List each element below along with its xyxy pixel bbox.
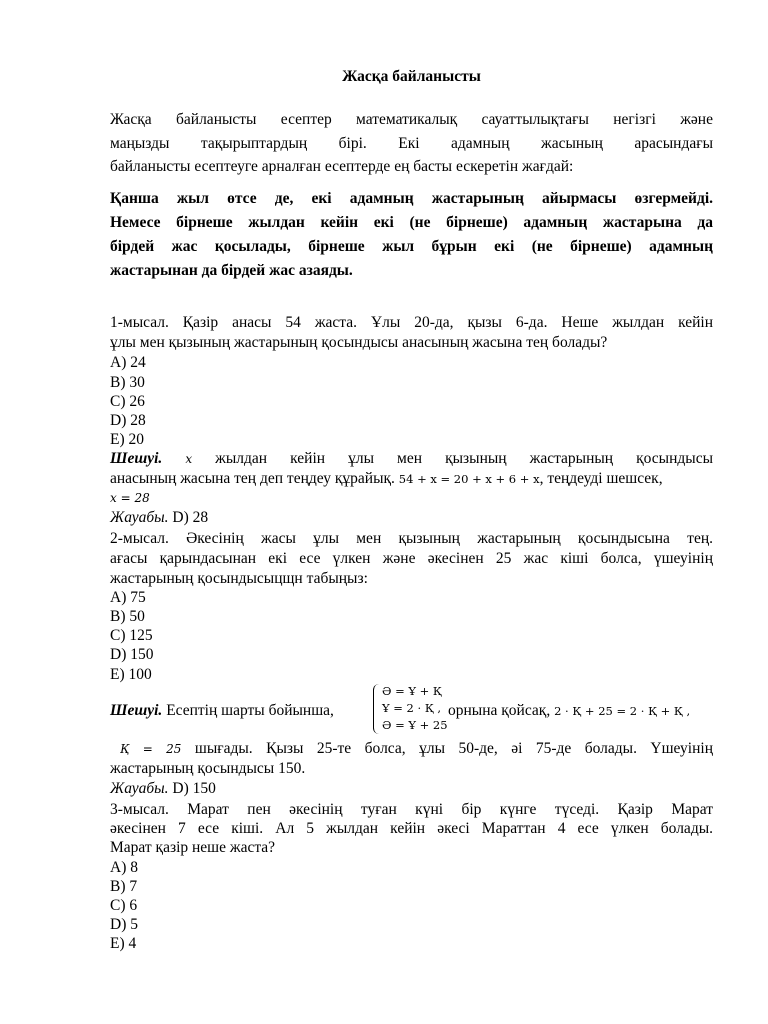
ex1-solution-text-2a: анасының жасына тең деп теңдеу құрайық.: [110, 470, 395, 487]
ex2-option-a: A) 75: [110, 589, 146, 606]
ex2-option-b: B) 50: [110, 608, 145, 625]
ex1-solution-equation: 54 + x = 20 + x + 6 + x: [398, 472, 540, 486]
ex2-answer-value: D) 150: [168, 780, 216, 797]
ex3-question-line-2: әкесінен 7 есе кіші. Ал 5 жылдан кейін әкесі Мараттан 4 есе үлкен болады.: [110, 820, 713, 837]
ex2-solution-substitution: [448, 701, 713, 721]
ex1-solution-result: x = 28: [110, 491, 150, 505]
ex1-solution-line-1: [110, 449, 713, 469]
ex1-question-line-2: ұлы мен қызының жастарының қосындысы анасының жасына тең болады?: [110, 334, 608, 351]
ex3-question-line-1: 3-мысал. Марат пен әкесінің туған күні бір күнге түседі. Қазір Марат: [110, 801, 713, 818]
ex1-solution-text-2b: , теңдеуді шешсек,: [539, 470, 663, 487]
ex2-system-eq-2: Ұ = 2 · Қ ,: [382, 701, 442, 715]
ex1-option-d: D) 28: [110, 412, 146, 429]
ex3-option-a: A) 8: [110, 859, 138, 876]
ex1-answer-label: Жауабы.: [110, 509, 169, 526]
ex3-option-e: E) 4: [110, 935, 137, 952]
ex3-question-line-3: Марат қазір неше жаста?: [110, 839, 276, 856]
ex2-option-d: D) 150: [110, 646, 154, 663]
ex1-solution-line-2: [110, 469, 713, 489]
page-title: Жасқа байланысты: [342, 68, 481, 85]
rule-line-3: бірдей жас қосылады, бірнеше жыл бұрын екі (не бірнеше) адамның: [110, 238, 713, 255]
ex1-option-e: E) 20: [110, 431, 145, 448]
ex1-option-b: B) 30: [110, 374, 145, 391]
ex1-option-c: C) 26: [110, 393, 145, 410]
ex2-option-e: E) 100: [110, 666, 152, 683]
ex3-option-c: C) 6: [110, 897, 138, 914]
ex2-solution-intro: [110, 701, 334, 721]
ex2-solution-text-2: орнына қойсақ,: [448, 702, 551, 719]
ex1-solution-label: Шешуі.: [110, 450, 163, 467]
ex1-answer-value: D) 28: [168, 509, 209, 526]
ex2-answer: [110, 779, 713, 799]
intro-line-1: Жасқа байланысты есептер математикалық сауаттылықтағы негізгі және: [110, 111, 713, 128]
intro-line-3: байланысты есептеуге арналған есептерде ең басты ескеретін жағдай:: [110, 158, 574, 175]
ex2-system-eq-3: Ә = Ұ + 25: [382, 718, 448, 732]
ex2-solution-text-3: шығады. Қызы 25-те болса, ұлы 50-де, әі 75-де болады. Үшеуінің: [181, 740, 713, 757]
ex2-question-line-1: 2-мысал. Әкесінің жасы ұлы мен қызының жастарының қосындысына тең.: [110, 530, 713, 547]
ex2-question-line-2: ағасы қарындасынан екі есе үлкен және әкесінен 25 жас кіші болса, үшеуінің: [110, 550, 713, 567]
rule-line-4: жастарынан да бірдей жас азаяды.: [110, 262, 353, 279]
rule-line-1: Қанша жыл өтсе де, екі адамның жастарының айырмасы өзгермейді.: [110, 190, 713, 207]
ex2-solution-result: Қ = 25: [120, 742, 182, 756]
ex1-option-a: A) 24: [110, 354, 146, 371]
ex1-answer: [110, 508, 713, 528]
ex3-option-b: B) 7: [110, 878, 138, 895]
ex2-answer-label: Жауабы.: [110, 780, 169, 797]
ex1-solution-variable: x: [185, 452, 193, 466]
ex2-solution-text-1: Есептің шарты бойынша,: [162, 702, 334, 719]
ex1-solution-text-1: жылдан кейін ұлы мен қызының жастарының қосындысы: [192, 450, 713, 467]
ex2-solution-text-4: жастарының қосындысы 150.: [110, 760, 306, 777]
ex2-question-line-3: жастарының қосындысыцщн табыңыз:: [110, 570, 368, 587]
ex1-question-line-1: 1-мысал. Қазір анасы 54 жаста. Ұлы 20-да, қызы 6-да. Неше жылдан кейін: [110, 314, 713, 331]
ex2-option-c: C) 125: [110, 627, 153, 644]
ex1-solution-line-3: [110, 488, 713, 508]
ex2-solution-line-3: [110, 739, 713, 759]
ex2-system-eq-1: Ә = Ұ + Қ: [382, 684, 442, 698]
rule-line-2: Немесе бірнеше жылдан кейін екі (не бірнеше) адамның жастарына да: [110, 214, 713, 231]
ex2-solution-label: Шешуі.: [110, 702, 163, 719]
ex2-solution-equation: 2 · Қ + 25 = 2 · Қ + Қ ,: [554, 704, 691, 718]
ex2-equation-system: [373, 684, 448, 734]
intro-line-2: маңызды тақырыптардың бірі. Екі адамның жасының арасындағы: [110, 135, 713, 152]
ex3-option-d: D) 5: [110, 916, 138, 933]
